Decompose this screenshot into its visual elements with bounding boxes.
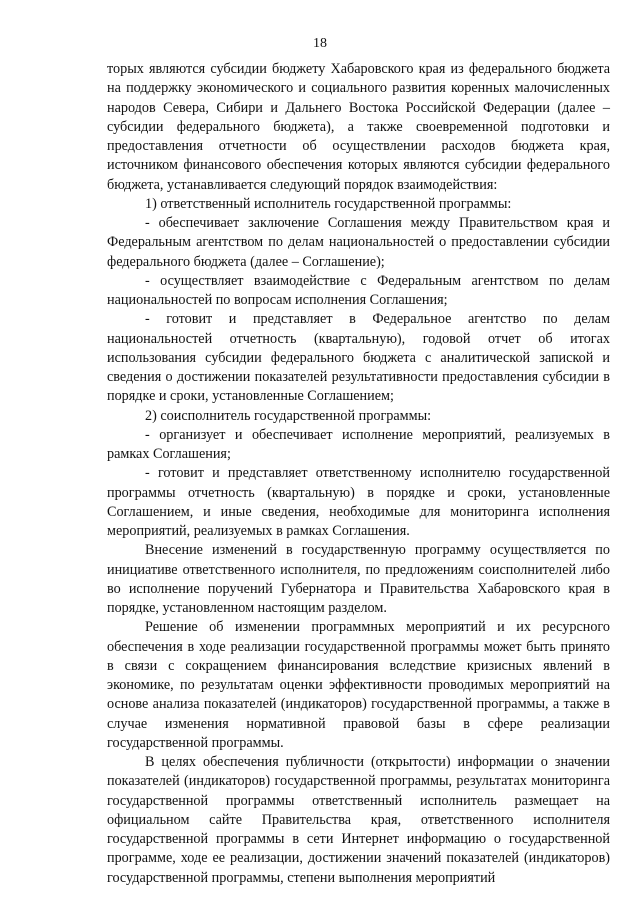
paragraph-2: 1) ответственный исполнитель государственной программы: [145, 195, 512, 212]
paragraph-10: Решение об изменении программных мероприятий и их ресурсного обеспечения в ходе реализации государственной программы может быть принято в связи с сокращением финансирования вследствие кризисных явлений в экономике, по результатам оценки эффективности проводимых мероприятий на основе анализа показателей (индикаторов) государственной программы, а также в случае изменения нормативной правовой базы в сфере реализации государственной программы. [107, 619, 610, 751]
paragraph-4: - осуществляет взаимодействие с Федеральным агентством по делам национальностей по вопросам исполнения Соглашения; [107, 272, 610, 308]
paragraph-5: - готовит и представляет в Федеральное агентство по делам национальностей отчетность (квартальную), годовой отчет об итогах использования субсидии федерального бюджета с аналитической запиской и сведения о достижении показателей результативности предоставления субсидии в порядке и сроки, установленные Соглашением; [107, 311, 610, 405]
paragraph-1: торых являются субсидии бюджету Хабаровского края из федерального бюджета на поддержку экономического и социального развития коренных малочисленных народов Севера, Сибири и Дальнего Востока Российской Федерации (далее – субсидии федерального бюджета), а также своевременной подготовки и предоставления отчетности об осуществлении расходов бюджета края, источником финансового обеспечения которых являются субсидии федерального бюджета, устанавливается следующий порядок взаимодействия: [107, 61, 610, 193]
paragraph-6: 2) соисполнитель государственной программы: [145, 407, 432, 424]
page-number: 18 [313, 36, 327, 51]
paragraph-8: - готовит и представляет ответственному исполнителю государственной программы отчетность (квартальную) в порядке и сроки, установленные Соглашением, и иные сведения, необходимые для мониторинга исполнения мероприятий, реализуемых в рамках Соглашения. [107, 465, 610, 539]
document-body [107, 60, 610, 888]
paragraph-11: В целях обеспечения публичности (открытости) информации о значении показателей (индикаторов) государственной программы, результатах мониторинга государственной программы ответственный исполнитель размещает на официальном сайте Правительства края, ответственного исполнителя государственной программы в сети Интернет информацию о государственной программе, ходе ее реализации, достижении значений показателей (индикаторов) государственной программы, степени выполнения мероприятий [107, 754, 610, 886]
paragraph-3: - обеспечивает заключение Соглашения между Правительством края и Федеральным агентством по делам национальностей о предоставлении субсидии федерального бюджета (далее – Соглашение); [107, 215, 610, 270]
paragraph-7: - организует и обеспечивает исполнение мероприятий, реализуемых в рамках Соглашения; [107, 426, 610, 462]
paragraph-9: Внесение изменений в государственную программу осуществляется по инициативе ответственного исполнителя, по предложениям соисполнителей либо во исполнение поручений Губернатора и Правительства Хабаровского края в порядке, установленном настоящим разделом. [107, 542, 610, 616]
